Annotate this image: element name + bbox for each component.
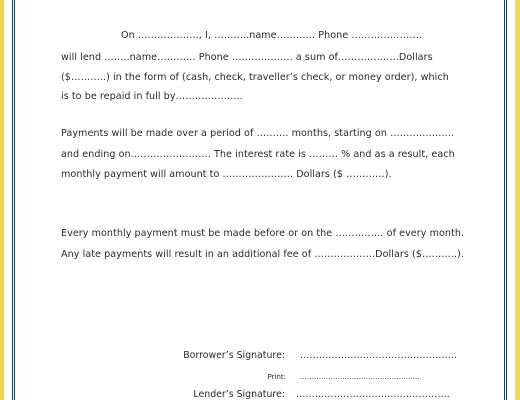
loan-agreement-body	[4, 0, 515, 400]
paragraph-1-line-1: On ………………., I, ………..name………… Phone ………………….	[121, 30, 422, 41]
borrower-signature-line: …………………………………………..	[300, 350, 457, 361]
paragraph-2-line-1: Payments will be made over a period of ………. months, starting on ………………..	[61, 128, 455, 139]
lender-signature-label: Lender’s Signature:	[193, 389, 285, 400]
paragraph-1-line-3: ($………..) in the form of (cash, check, traveller’s check, or money order), which	[61, 72, 449, 83]
borrower-signature-label: Borrower’s Signature:	[183, 350, 285, 361]
paragraph-1-line-4: is to be repaid in full by………………...	[61, 91, 243, 102]
paragraph-1-line-2: will lend ……..name………… Phone ………………. a sum of……………….Dollars	[61, 52, 433, 63]
paragraph-2-line-2: and ending on……………………. The interest rate is ……… % and as a result, each	[61, 149, 455, 160]
lender-signature-line: ………………………………………….	[296, 389, 450, 400]
paragraph-3-line-2: Any late payments will result in an additional fee of ……………….Dollars ($………..).	[61, 249, 465, 260]
paragraph-2-line-3: monthly payment will amount to …………………. Dollars ($ …………).	[61, 169, 392, 180]
print-name-label: Print:	[267, 373, 286, 381]
print-name-line: ……………………………………………	[300, 373, 420, 381]
paragraph-3-line-1: Every monthly payment must be made before or on the …………… of every month.	[61, 228, 465, 239]
